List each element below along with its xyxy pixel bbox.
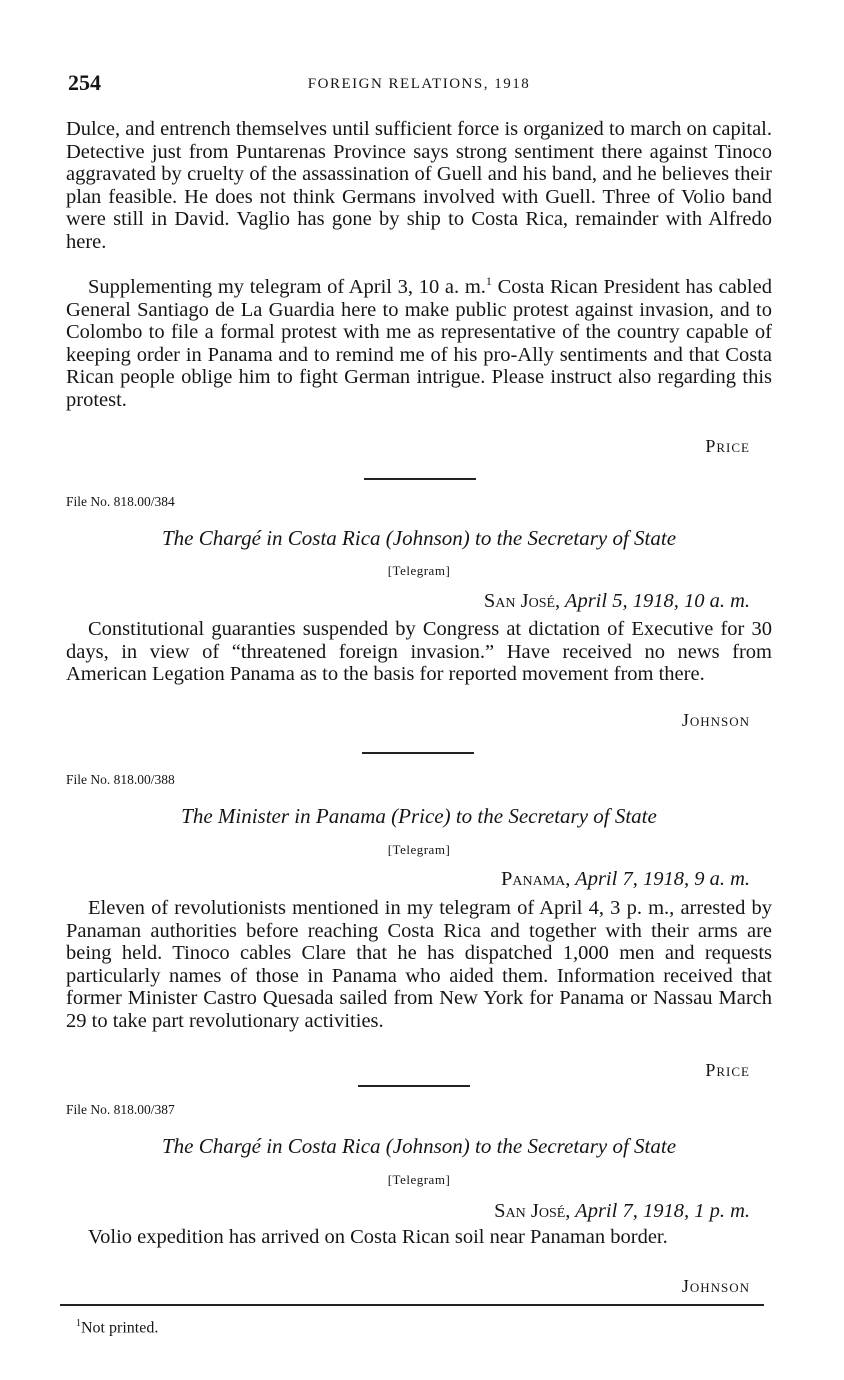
page-number: 254 [68,70,101,95]
footnote-marker: 1 [76,1318,81,1329]
dateline: San José, April 7, 1918, 1 p. m. [494,1200,750,1222]
dateline: San José, April 5, 1918, 10 a. m. [483,590,750,612]
telegram-body: Volio expedition has arrived on Costa Rican soil near Panaman border. [88,1226,668,1248]
footnote-reference: 1 [485,274,492,289]
document-title: The Minister in Panama (Price) to the Secretary of State [181,804,657,828]
file-number: File No. 818.00/384 [66,494,175,509]
signature-price: Price [705,1060,750,1080]
file-number: File No. 818.00/388 [66,772,175,787]
file-number: File No. 818.00/387 [66,1102,175,1117]
document-title: The Chargé in Costa Rica (Johnson) to the Secretary of State [161,1134,677,1158]
section-divider [362,752,474,754]
signature-price: Price [705,436,750,456]
footnote-text: Not printed. [81,1319,159,1337]
section-divider [364,478,476,480]
page-header [66,70,772,100]
telegram-label: [Telegram] [387,842,451,857]
footnote [76,1318,158,1337]
dateline: Panama, April 7, 1918, 9 a. m. [501,868,750,890]
running-title: FOREIGN RELATIONS, 1918 [307,76,531,92]
telegram-label: [Telegram] [387,1172,451,1187]
body-paragraph-continuation: Dulce, and entrench themselves until sufficient force is organized to march on capital. Detective just from Puntarenas Province says strong sentiment there against Tinoco aggravated by cruelty of the assassination of Guell and his band, and he believes their plan feasible. He does not think Germans involved with Guell. Three of Volio band were still in David. Vaglio has gone by ship to Costa Rica, remainder with Alfredo here. [66,118,772,253]
signature-johnson: Johnson [681,710,750,730]
footnote-rule [60,1304,764,1306]
telegram-body: Constitutional guaranties suspended by Congress at dictation of Executive for 30 days, in view of “threatened foreign invasion.” Have received no news from American Legation Panama as to the basis for reported movement from there. [66,618,772,685]
signature-johnson: Johnson [681,1276,750,1296]
document-title: The Chargé in Costa Rica (Johnson) to the Secretary of State [161,526,677,550]
section-divider [358,1085,470,1087]
telegram-label: [Telegram] [387,563,451,578]
body-paragraph-supplement: Supplementing my telegram of April 3, 10 a. m.$^1$ Costa Rican President has cabled General Santiago de La Guardia here to make public protest against invasion, and to Colombo to file a formal protest with me as representative of the country capable of keeping order in Panama and to remind me of his pro-Ally sentiments and that Costa Rican people oblige him to fight German intrigue. Please instruct also regarding this protest. [66,274,772,411]
telegram-body: Eleven of revolutionists mentioned in my telegram of April 4, 3 p. m., arrested by Panaman authorities before reaching Costa Rica and together with their arms are being held. Tinoco cables Clare that he has dispatched 1,000 men and requests particularly names of those in Panama who aided them. Information received that former Minister Castro Quesada sailed from New York for Panama or Nassau March 29 to take part revolutionary activities. [66,897,772,1032]
